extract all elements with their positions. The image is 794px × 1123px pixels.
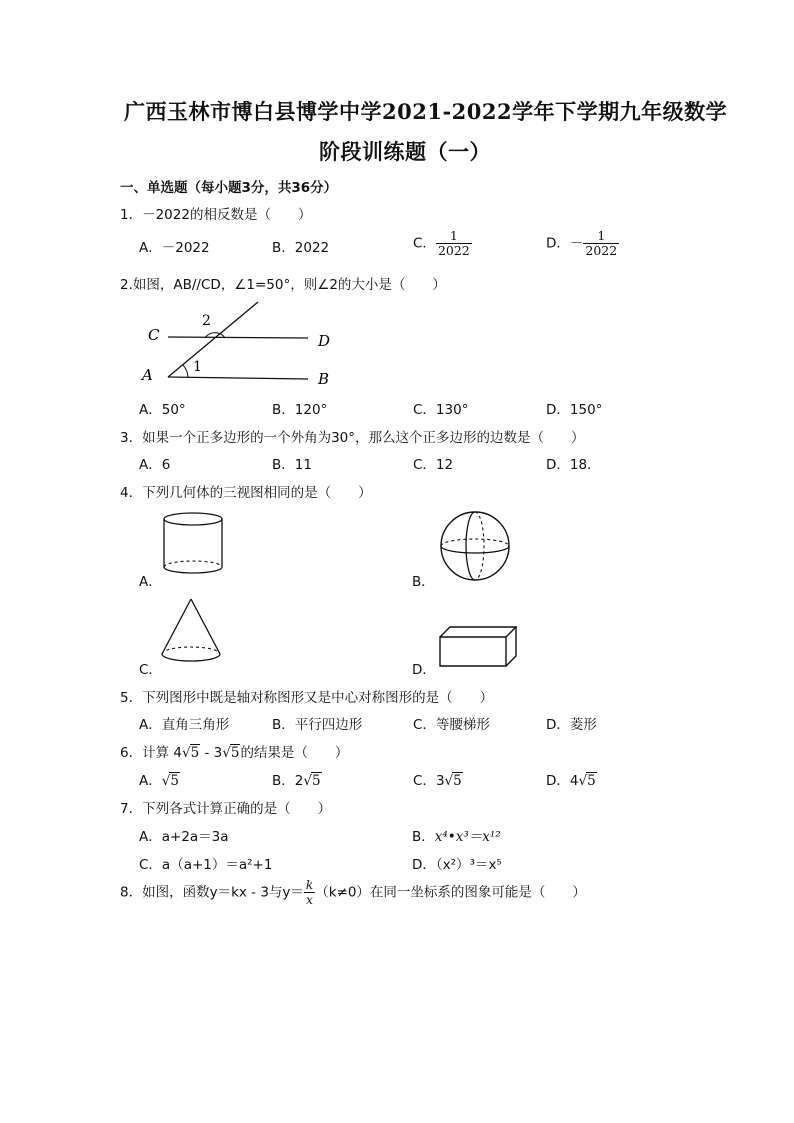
q5-option-a: A．直角三角形 <box>139 717 230 733</box>
radicand: 5 <box>170 773 179 789</box>
title-line-2: 阶段训练题（一） <box>319 139 491 164</box>
question-5-stem: 5．下列图形中既是轴对称图形又是中心对称图形的是（ ） <box>120 690 494 706</box>
q4-option-c: C． <box>139 662 162 678</box>
label-a: A <box>142 366 153 384</box>
q1-option-c <box>413 229 472 258</box>
fraction-denominator: x <box>306 893 313 907</box>
radicand: 5 <box>453 773 462 789</box>
label-d: D <box>318 332 331 350</box>
q3-option-c: C．12 <box>413 457 454 473</box>
title-line-1: 广西玉林市博白县博学中学2021-2022学年下学期九年级数学 <box>124 99 728 124</box>
sqrt-sign: √ <box>578 773 588 789</box>
fraction-numerator: 1 <box>583 229 619 244</box>
question-4-stem: 4．下列几何体的三视图相同的是（ ） <box>120 485 372 501</box>
q7-option-c: C．a（a+1）＝a²+1 <box>139 857 273 873</box>
radicand: 5 <box>230 745 240 761</box>
q6-option-c <box>413 769 463 789</box>
sqrt-sign: √ <box>161 773 171 789</box>
coefficient: 3 <box>435 773 445 789</box>
option-prefix: A． <box>139 773 162 789</box>
q4-option-a: A． <box>139 574 162 590</box>
q7-option-b <box>412 825 501 845</box>
q3-option-d: D．18． <box>546 457 601 473</box>
q7-option-a: A．a+2a＝3a <box>139 829 229 845</box>
q1-option-c-prefix: C． <box>413 235 436 252</box>
cuboid-figure <box>438 625 520 669</box>
q1-option-b: B．2022 <box>272 240 330 256</box>
q5-option-b: B．平行四边形 <box>272 717 363 733</box>
label-c: C <box>148 326 160 344</box>
question-6-stem <box>120 741 348 761</box>
coefficient: 2 <box>294 773 304 789</box>
q5-option-c: C．等腰梯形 <box>413 717 490 733</box>
q5-option-d: D．菱形 <box>546 717 597 733</box>
q8-stem-prefix: 8．如图，函数y＝kx - 3与y＝ <box>120 884 304 901</box>
fraction <box>436 229 472 258</box>
q4-option-d: D． <box>412 662 436 678</box>
q8-stem-suffix: （k≠0）在同一坐标系的图象可能是（ ） <box>315 884 586 901</box>
q6-stem-suffix: 的结果是（ ） <box>240 745 349 761</box>
q6-stem-prefix: 6．计算 4 <box>120 745 182 761</box>
fraction <box>583 229 619 258</box>
fraction-numerator: k <box>305 878 314 892</box>
cylinder-figure <box>160 510 230 580</box>
sqrt-sign: √ <box>181 745 191 761</box>
section-heading: 一、单选题（每小题3分，共36分） <box>120 180 338 196</box>
q1-option-a: A．－2022 <box>139 240 210 256</box>
option-prefix: B． <box>412 829 435 845</box>
coefficient: 4 <box>569 773 579 789</box>
fraction-numerator: 1 <box>436 229 472 244</box>
cone-figure <box>158 596 224 668</box>
angle-1-label: 1 <box>193 359 202 375</box>
q2-option-a: A．50° <box>139 402 186 418</box>
question-7-stem: 7．下列各式计算正确的是（ ） <box>120 801 332 817</box>
q2-option-b: B．120° <box>272 402 328 418</box>
sphere-figure <box>437 510 513 582</box>
sqrt-sign: √ <box>222 745 231 761</box>
sqrt-sign: √ <box>303 773 312 789</box>
option-prefix: D． <box>546 773 570 789</box>
question-3-stem: 3．如果一个正多边形的一个外角为30°，那么这个正多边形的边数是（ ） <box>120 430 585 446</box>
label-b: B <box>318 370 330 388</box>
q6-option-a <box>139 769 180 789</box>
question-2-stem: 2.如图，AB//CD，∠1=50°，则∠2的大小是（ ） <box>120 277 446 293</box>
parallel-lines-figure <box>140 298 340 390</box>
option-prefix: B． <box>272 773 295 789</box>
fraction-denominator: 2022 <box>437 243 470 258</box>
option-prefix: C． <box>413 773 436 789</box>
q2-option-c: C．130° <box>413 402 469 418</box>
question-1-stem: 1．－2022的相反数是（ ） <box>120 207 312 223</box>
expression: x⁴•x³＝x¹² <box>434 829 501 845</box>
radicand: 5 <box>311 773 321 789</box>
q7-option-d: D．（x²）³＝x⁵ <box>412 857 502 873</box>
q3-option-a: A．6 <box>139 457 171 473</box>
sqrt-sign: √ <box>444 773 454 789</box>
angle-2-label: 2 <box>202 313 211 329</box>
q1-option-d-prefix: D．－ <box>546 235 584 252</box>
q4-option-b: B． <box>412 574 435 590</box>
fraction <box>304 878 315 907</box>
q2-option-d: D．150° <box>546 402 603 418</box>
radicand: 5 <box>190 745 200 761</box>
q6-option-d <box>546 769 597 789</box>
fraction-denominator: 2022 <box>585 243 618 258</box>
q3-option-b: B．11 <box>272 457 312 473</box>
q6-stem-middle: - 3 <box>200 745 223 761</box>
q1-option-d <box>546 229 619 258</box>
radicand: 5 <box>587 773 596 789</box>
q6-option-b <box>272 769 322 789</box>
question-8-stem <box>120 878 586 907</box>
